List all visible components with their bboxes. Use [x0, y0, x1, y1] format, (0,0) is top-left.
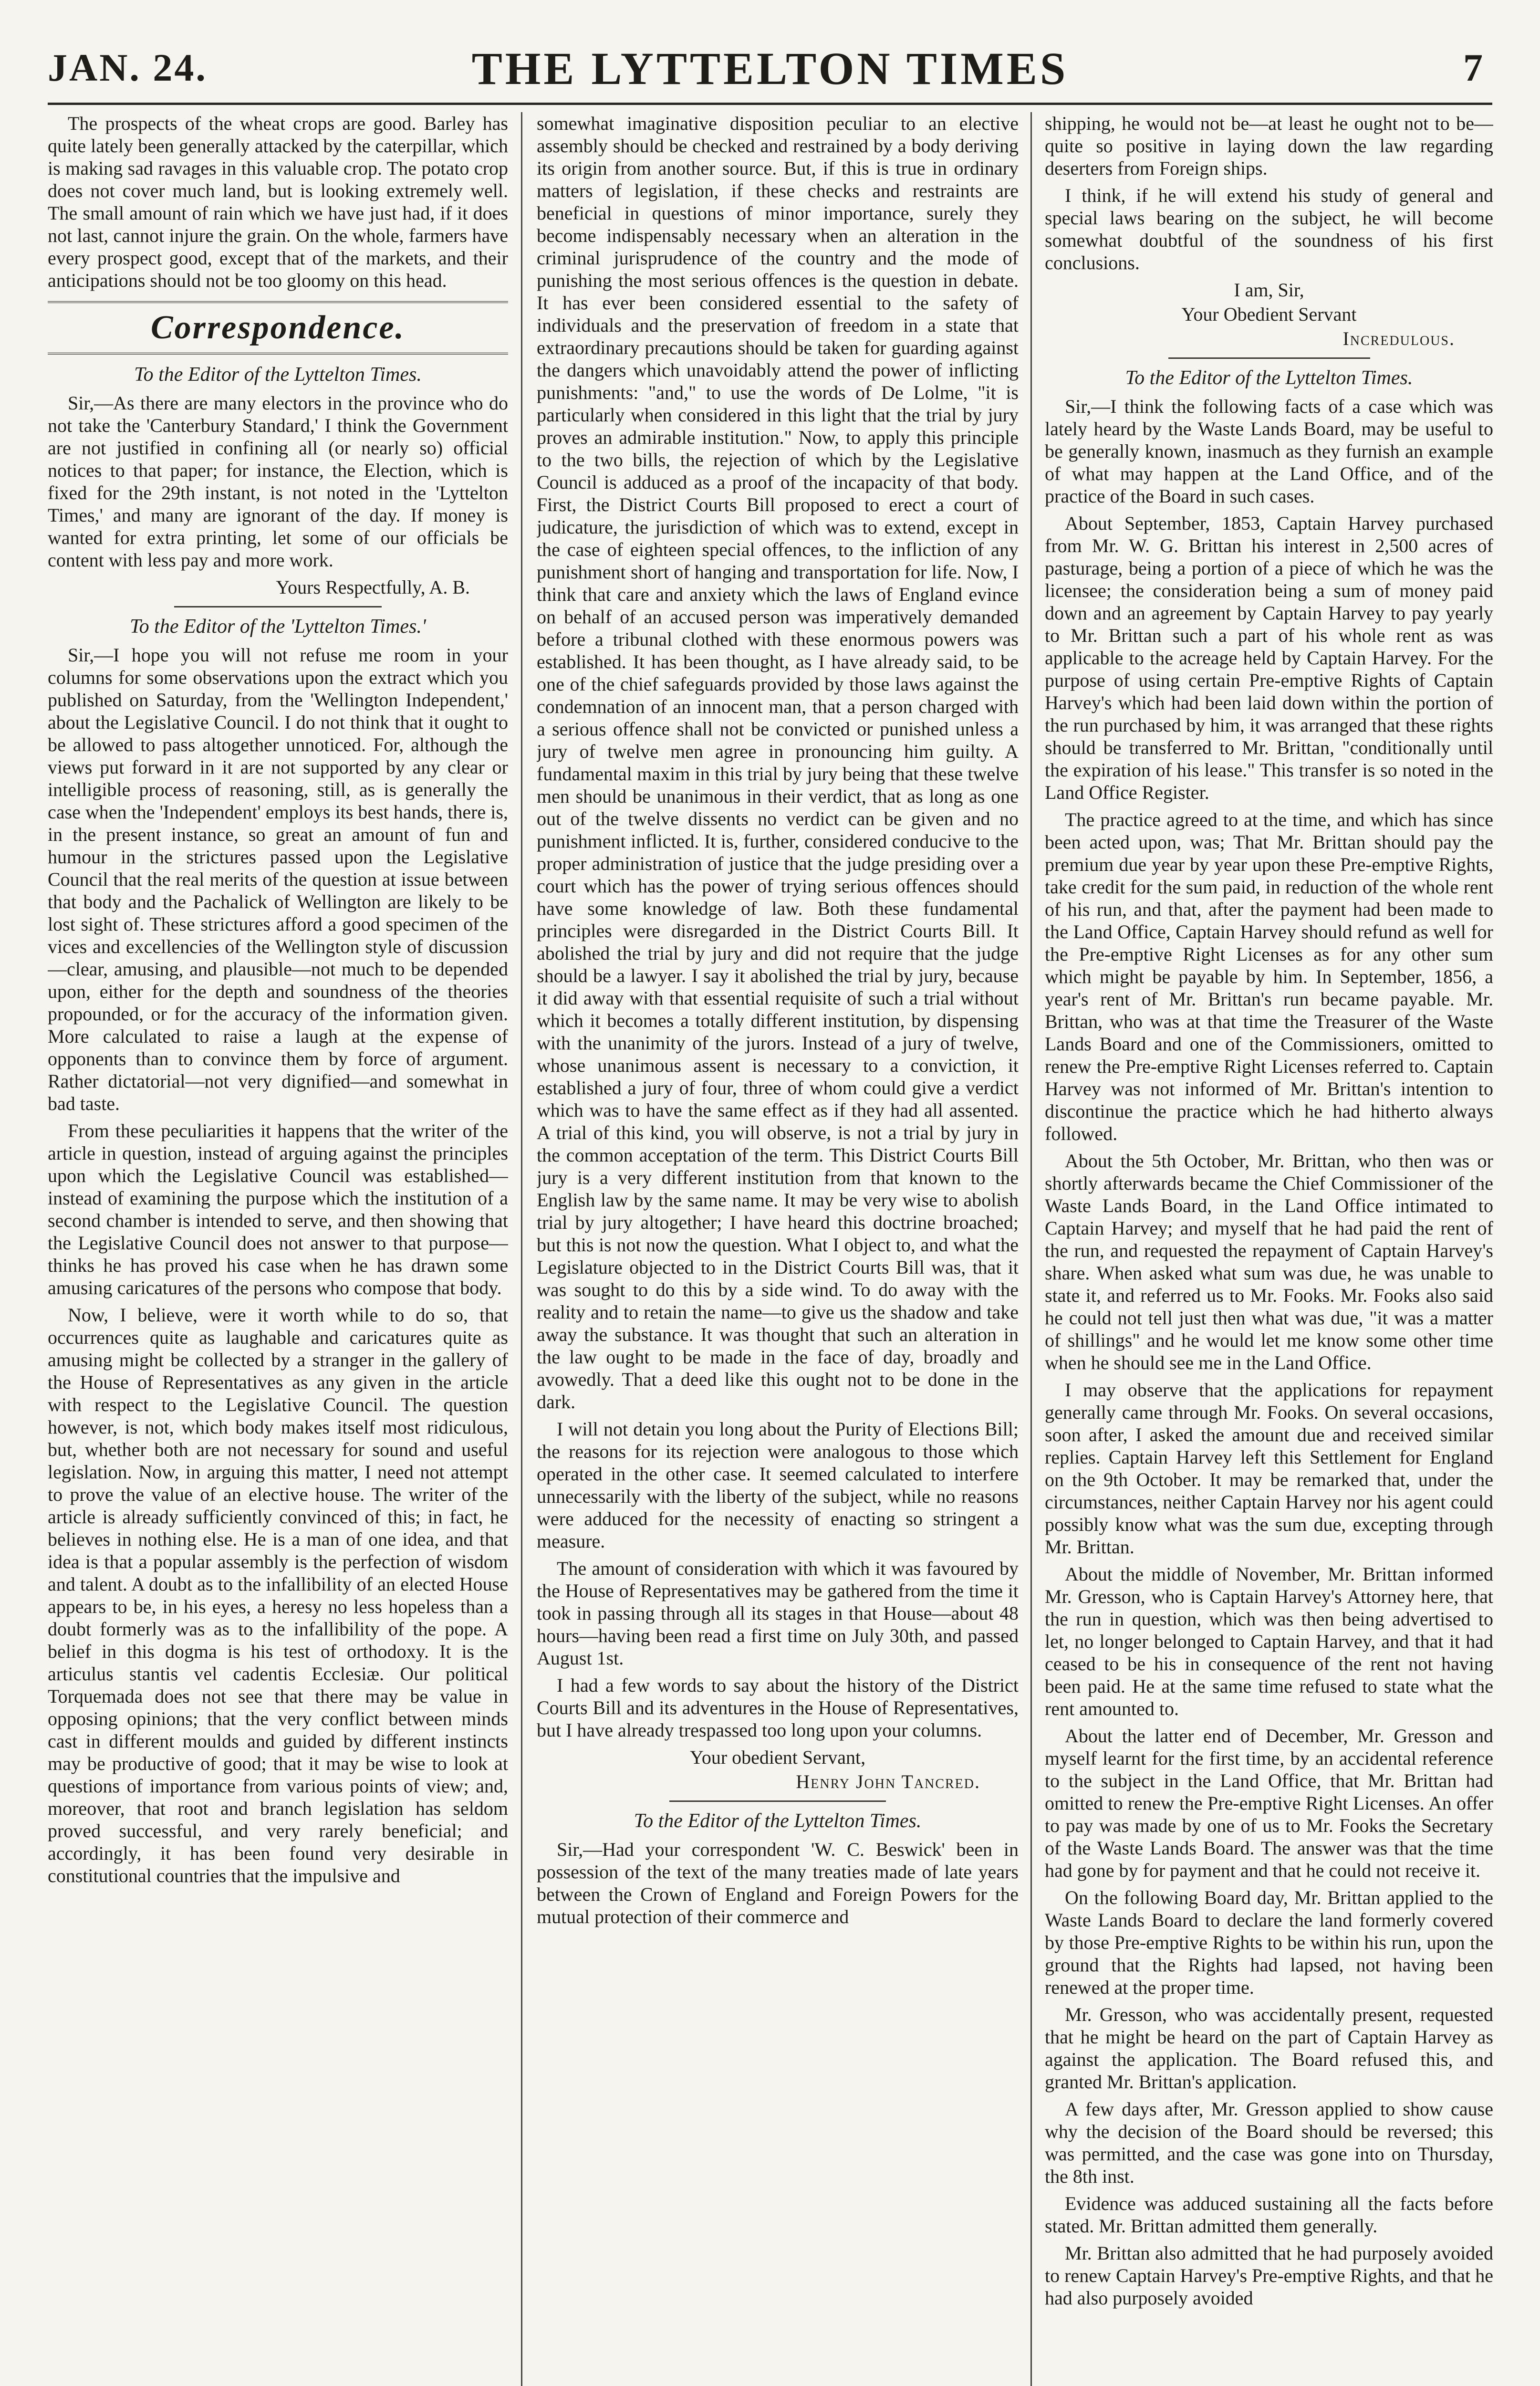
- letter-signature: Yours Respectfully, A. B.: [276, 576, 470, 598]
- column-rule: [521, 112, 522, 2386]
- issue-date: JAN. 24.: [48, 46, 208, 89]
- letter-paragraph: Now, I believe, were it worth while to do so, that occurrences quite as laughable and caricatures quite as amusing might be collected by a stranger in the gallery of the House of Representatives as any given in the article with respect to the Legislative Council. The question however, is not, which body makes itself most ridiculous, but, whether both are not necessary for sound and useful legislation. Now, in arguing this matter, I need not attempt to prove the value of an elective house. The writer of the article is already sufficiently convinced of this; in fact, he believes in nothing else. He is a man of one idea, and that idea is that a popular assembly is the perfection of wisdom and talent. A doubt as to the infallibility of an elected House appears to be, in his eyes, a heresy no less hopeless than a doubt formerly was as to the infallibility of the pope. A belief in this dogma is his test of orthodoxy. It is the articulus stantis vel cadentis Ecclesiæ. Our political Torquemada does not see that there may be value in opposing opinions; that the very conflict between minds cast in different moulds and guided by different instincts may be productive of good; that it may be wise to look at questions of importance from various points of view; and, moreover, that root and branch legislation has seldom proved successful, and very rarely beneficial; and accordingly, it has been found very desirable in constitutional countries that the impulsive and: [48, 1304, 508, 1886]
- letter-paragraph: On the following Board day, Mr. Brittan applied to the Waste Lands Board to declare the land formerly covered by those Pre-emptive Rights to be within his run, upon the ground that the Rights had lapsed, not having been renewed at the proper time.: [1045, 1887, 1493, 1998]
- letter-paragraph: I will not detain you long about the Purity of Elections Bill; the reasons for its rejection were analogous to those which operated in the other case. It seemed calculated to interfere unnecessarily with the liberty of the subject, while no reasons were adduced for the necessity of enacting so stringent a measure.: [537, 1418, 1019, 1552]
- letter-paragraph: The amount of consideration with which it was favoured by the House of Representatives may be gathered from the time it took in passing through all its stages in that House—about 48 hours—having been read a first time on July 30th, and passed August 1st.: [537, 1558, 1019, 1669]
- letter-address: To the Editor of the Lyttelton Times.: [1125, 367, 1413, 389]
- letter-closing: I am, Sir,: [1234, 279, 1304, 301]
- column-1: [48, 112, 508, 2386]
- letter-paragraph: Sir,—I hope you will not refuse me room in your columns for some observations upon the extract which you published on Saturday, from the 'Wellington Independent,' about the Legislative Council. I do not think that it ought to be allowed to pass altogether unnoticed. For, although the views put forward in it are not supported by any clear or intelligible process of reasoning, still, as is generally the case when the 'Independent' employs its best hands, there is, in the present instance, so great an amount of fun and humour in the strictures passed upon the Legislative Council that the real merits of the question at issue between that body and the Pachalick of Wellington are likely to be lost sight of. These strictures afford a good specimen of the vices and excellencies of the Wellington style of discussion—clear, amusing, and plausible—not much to be depended upon, either for the depth and soundness of the theories propounded, or for the accuracy of the information given. More calculated to raise a laugh at the expense of opponents than to convince them by force of argument. Rather dictatorial—not very dignified—and somewhat in bad taste.: [48, 644, 508, 1114]
- letter-address: To the Editor of the Lyttelton Times.: [634, 1810, 922, 1832]
- letter-paragraph: shipping, he would not be—at least he ought not to be—quite so positive in laying down the law regarding deserters from Foreign ships.: [1045, 113, 1493, 179]
- article-paragraph: The prospects of the wheat crops are good. Barley has quite lately been generally attacked by the caterpillar, which is making sad ravages in this valuable crop. The potato crop does not cover much land, but is looking extremely well. The small amount of rain which we have just had, if it does not last, cannot injure the grain. On the whole, farmers have every prospect good, except that of the markets, and their anticipations should not be too gloomy on this head.: [48, 113, 508, 291]
- letter-signature: Incredulous.: [1342, 328, 1455, 349]
- letter-address: To the Editor of the 'Lyttelton Times.': [130, 616, 426, 638]
- masthead: [48, 0, 1492, 105]
- letter-paragraph: About the latter end of December, Mr. Gresson and myself learnt for the first time, by an accidental reference to the subject in the Land Office, that Mr. Brittan had omitted to renew the Pre-emptive Right Licenses. An offer to pay was made by one of us to Mr. Fooks the Secretary of the Waste Lands Board. The answer was that the time had gone by for payment and that he could not receive it.: [1045, 1725, 1493, 1881]
- letter-paragraph: Mr. Brittan also admitted that he had purposely avoided to renew Captain Harvey's Pre-emptive Rights, and that he had also purposely avoided: [1045, 2242, 1493, 2309]
- letter-paragraph: About September, 1853, Captain Harvey purchased from Mr. W. G. Brittan his interest in 2,500 acres of pasturage, being a portion of a piece of which he was the licensee; the consideration being a sum of money paid down and an agreement by Captain Harvey to pay yearly to Mr. Brittan such a part of his whole rent as was applicable to the acreage held by Captain Harvey. For the purpose of using certain Pre-emptive Rights of Captain Harvey's which had been laid down within the portion of the run purchased by him, it was arranged that these rights should be transferred to Mr. Brittan, "conditionally until the expiration of his lease." This transfer is so noted in the Land Office Register.: [1045, 513, 1493, 803]
- letter-paragraph: somewhat imaginative disposition peculiar to an elective assembly should be checked and restrained by a body deriving its origin from another source. But, if this is true in ordinary matters of legislation, if these checks and restraints are beneficial in questions of minor importance, surely they become indispensably necessary when an alteration in the criminal jurisprudence of the country and the mode of punishing the most serious offences is the question in debate. It has ever been considered essential to the safety of individuals and the preservation of freedom in a state that extraordinary precautions should be taken for guarding against the dangers which unavoidably attend the power of inflicting punishments: "and," to use the words of De Lolme, "it is particularly when considered in this light that the trial by jury proves an admirable institution." Now, to apply this principle to the two bills, the rejection of which by the Legislative Council is adduced as a proof of the incapacity of that body. First, the District Courts Bill proposed to erect a court of judicature, the jurisdiction of which was to extend, except in the case of eighteen special offences, to the infliction of any punishment short of hanging and transportation for life. Now, I think that care and anxiety which the laws of England evince on behalf of an accused person was imperatively demanded before a tribunal clothed with these enormous powers was established. It has been thought, as I have already said, to be one of the chief safeguards provided by those laws against the condemnation of an innocent man, that a person charged with a serious offence shall not be convicted or punished unless a jury of twelve men agree in pronouncing him guilty. A fundamental maxim in this trial by jury being that these twelve men should be unanimous in their verdict, that as long as one out of the twelve dissents no verdict can be given and no punishment inflicted. It is, further, considered conducive to the proper administration of justice that the judge presiding over a court which has the power of trying serious offences should have some knowledge of law. Both these fundamental principles were disregarded in the District Courts Bill. It abolished the trial by jury and did not require that the judge should be a lawyer. I say it abolished the trial by jury, because it did away with that essential requisite of such a trial without which it becomes a totally different institution, by dispensing with the unanimity of the jurors. Instead of a jury of twelve, whose unanimous assent is necessary to a conviction, it established a jury of four, three of whom could give a verdict which was to have the same effect as if they had all assented. A trial of this kind, you will observe, is not a trial by jury in the common acceptation of the term. This District Courts Bill jury is a very different institution from that known to the English law by the same name. It may be very wise to abolish trial by jury altogether; I have heard this doctrine broached; but this is not now the question. What I object to, and what the Legislature objected to in the District Courts Bill was, that it was sought to do this by a side wind. To do away with the reality and to retain the name—to give us the shadow and take away the substance. It was thought that such an alteration in the law ought to be made in the face of day, broadly and avowedly. That a deed like this ought not to be done in the dark.: [537, 113, 1019, 1413]
- letter-paragraph: Sir,—As there are many electors in the province who do not take the 'Canterbury Standard,' I think the Government are not justified in confining all (or nearly so) official notices to that paper; for instance, the Election, which is fixed for the 29th instant, is not noted in the 'Lyttelton Times,' and many are ignorant of the day. If money is wanted for extra printing, let some of our officials be content with less pay and more work.: [48, 392, 508, 571]
- letter-paragraph: About the middle of November, Mr. Brittan informed Mr. Gresson, who is Captain Harvey's Attorney here, that the run in question, which was then being advertised to let, no longer belonged to Captain Harvey, and that it had ceased to be his in consequence of the rent not having been paid. He at the same time refused to state what the rent amounted to.: [1045, 1563, 1493, 1719]
- newspaper-title: THE LYTTELTON TIMES: [471, 43, 1069, 94]
- column-2: [537, 112, 1019, 2386]
- letter-paragraph: Mr. Gresson, who was accidentally present, requested that he might be heard on the part of Captain Harvey as against the application. The Board refused this, and granted Mr. Brittan's application.: [1045, 2004, 1493, 2093]
- section-heading: [48, 301, 508, 355]
- letter-paragraph: About the 5th October, Mr. Brittan, who then was or shortly afterwards became the Chief Commissioner of the Waste Lands Board, in the Land Office intimated to Captain Harvey; and myself that he had paid the rent of the run, and requested the repayment of Captain Harvey's share. When asked what sum was due, he was unable to state it, and referred us to Mr. Fooks. Mr. Fooks also said he could not tell just then what was due, "it was a matter of shillings" and he would let me know some other time when he should see me in the Land Office.: [1045, 1150, 1493, 1373]
- letter-closing: Your obedient Servant,: [689, 1747, 866, 1768]
- letter-paragraph: The practice agreed to at the time, and which has since been acted upon, was; That Mr. Brittan should pay the premium due year by year upon these Pre-emptive Rights, take credit for the sum paid, in reduction of the whole rent of his run, and that, after the payment had been made to the Land Office, Captain Harvey should refund as well for the Pre-emptive Right Licenses as for any other sum which might be payable by him. In September, 1856, a year's rent of Mr. Brittan's run became payable. Mr. Brittan, who was at that time the Treasurer of the Waste Lands Board and one of the Commissioners, omitted to renew the Pre-emptive Right Licenses referred to. Captain Harvey was not informed of Mr. Brittan's intention to discontinue the practice which he had hitherto always followed.: [1045, 809, 1493, 1144]
- letter-paragraph: A few days after, Mr. Gresson applied to show cause why the decision of the Board should be reversed; this was permitted, and the case was gone into on Thursday, the 8th inst.: [1045, 2098, 1493, 2187]
- page-number: 7: [1463, 46, 1483, 89]
- letter-paragraph: Sir,—Had your correspondent 'W. C. Beswick' been in possession of the text of the many treaties made of late years between the Crown of England and Foreign Powers for the mutual protection of their commerce and: [537, 1839, 1019, 1927]
- letter-closing: Your Obedient Servant: [1181, 303, 1357, 325]
- divider: [669, 1800, 886, 1802]
- letter-paragraph: Sir,—I think the following facts of a case which was lately heard by the Waste Lands Board, may be useful to be generally known, inasmuch as they furnish an example of what may happen at the Land Office, and of the practice of the Board in such cases.: [1045, 396, 1493, 507]
- divider: [174, 606, 381, 607]
- divider: [1168, 357, 1370, 359]
- letter-signature: Henry John Tancred.: [796, 1771, 980, 1792]
- column-rule: [1030, 112, 1032, 2386]
- correspondence-heading: Correspondence.: [150, 309, 406, 346]
- letter-paragraph: Evidence was adduced sustaining all the facts before stated. Mr. Brittan admitted them generally.: [1045, 2193, 1493, 2237]
- letter-paragraph: I may observe that the applications for repayment generally came through Mr. Fooks. On several occasions, soon after, I asked the amount due and received similar replies. Captain Harvey left this Settlement for England on the 9th October. It may be remarked that, under the circumstances, neither Captain Harvey nor his agent could possibly know what was the sum due, excepting through Mr. Brittan.: [1045, 1379, 1493, 1558]
- letter-address: To the Editor of the Lyttelton Times.: [134, 364, 422, 386]
- column-3: [1045, 112, 1493, 2386]
- letter-paragraph: From these peculiarities it happens that the writer of the article in question, instead of arguing against the principles upon which the Legislative Council was established—instead of examining the purpose which the institution of a second chamber is intended to serve, and then showing that the Legislative Council does not answer to that purpose—thinks he has proved his case when he has drawn some amusing caricatures of the persons who compose that body.: [48, 1120, 508, 1298]
- letter-paragraph: I think, if he will extend his study of general and special laws bearing on the subject, he will become somewhat doubtful of the soundness of his first conclusions.: [1045, 185, 1493, 273]
- letter-paragraph: I had a few words to say about the history of the District Courts Bill and its adventures in the House of Representatives, but I have already trespassed too long upon your columns.: [537, 1674, 1019, 1741]
